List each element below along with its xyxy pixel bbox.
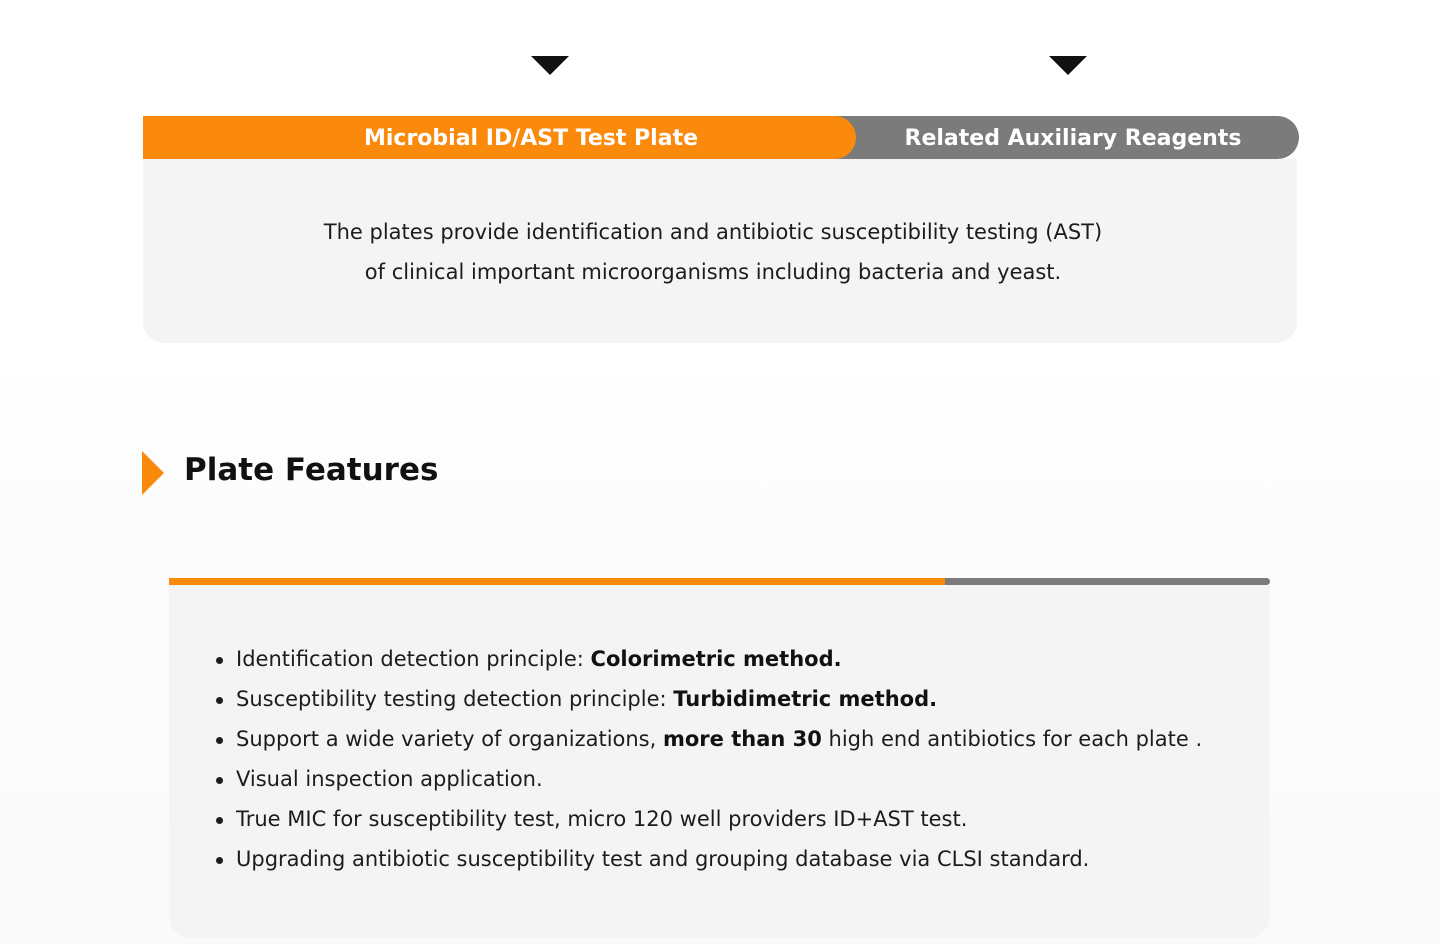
tab-label-inactive[interactable]: Related Auxiliary Reagents [904,126,1242,151]
feature-emphasis: Colorimetric method. [590,647,842,671]
feature-text: Susceptibility testing detection principle: [236,687,674,711]
feature-list [169,642,1202,882]
feature-progress-track [169,578,1270,585]
bullet-icon [216,657,223,664]
caret-down-icon[interactable] [531,56,569,75]
intro-panel [143,159,1297,343]
feature-item [169,682,1202,722]
section-title: Plate Features [184,452,439,488]
features-panel [169,585,1270,938]
feature-progress-fill [169,578,945,585]
feature-emphasis: Turbidimetric method. [673,687,938,711]
feature-text: Support a wide variety of organizations, [236,727,663,751]
bullet-icon [216,697,223,704]
feature-item [169,762,1202,802]
feature-text: Visual inspection application. [236,767,543,791]
tab-bar [143,116,1299,159]
tab-label-active[interactable]: Microbial ID/AST Test Plate [363,126,699,151]
bullet-icon [216,857,223,864]
intro-text-line-2: of clinical important microorganisms including bacteria and yeast. [364,260,1062,284]
feature-text: Identification detection principle: [236,647,591,671]
feature-item [169,642,1202,682]
bullet-icon [216,777,223,784]
bullet-icon [216,737,223,744]
intro-text-line-1: The plates provide identification and antibiotic susceptibility testing (AST) [323,220,1103,244]
caret-down-icon[interactable] [1049,56,1087,75]
feature-emphasis: more than 30 [662,727,822,751]
feature-text-tail: high end antibiotics for each plate . [821,727,1203,751]
feature-item [169,842,1202,882]
feature-text: True MIC for susceptibility test, micro 120 well providers ID+AST test. [236,807,968,831]
feature-text: Upgrading antibiotic susceptibility test and grouping database via CLSI standard. [236,847,1090,871]
feature-item [169,722,1202,762]
feature-item [169,802,1202,842]
caret-right-icon [142,451,164,495]
bullet-icon [216,817,223,824]
